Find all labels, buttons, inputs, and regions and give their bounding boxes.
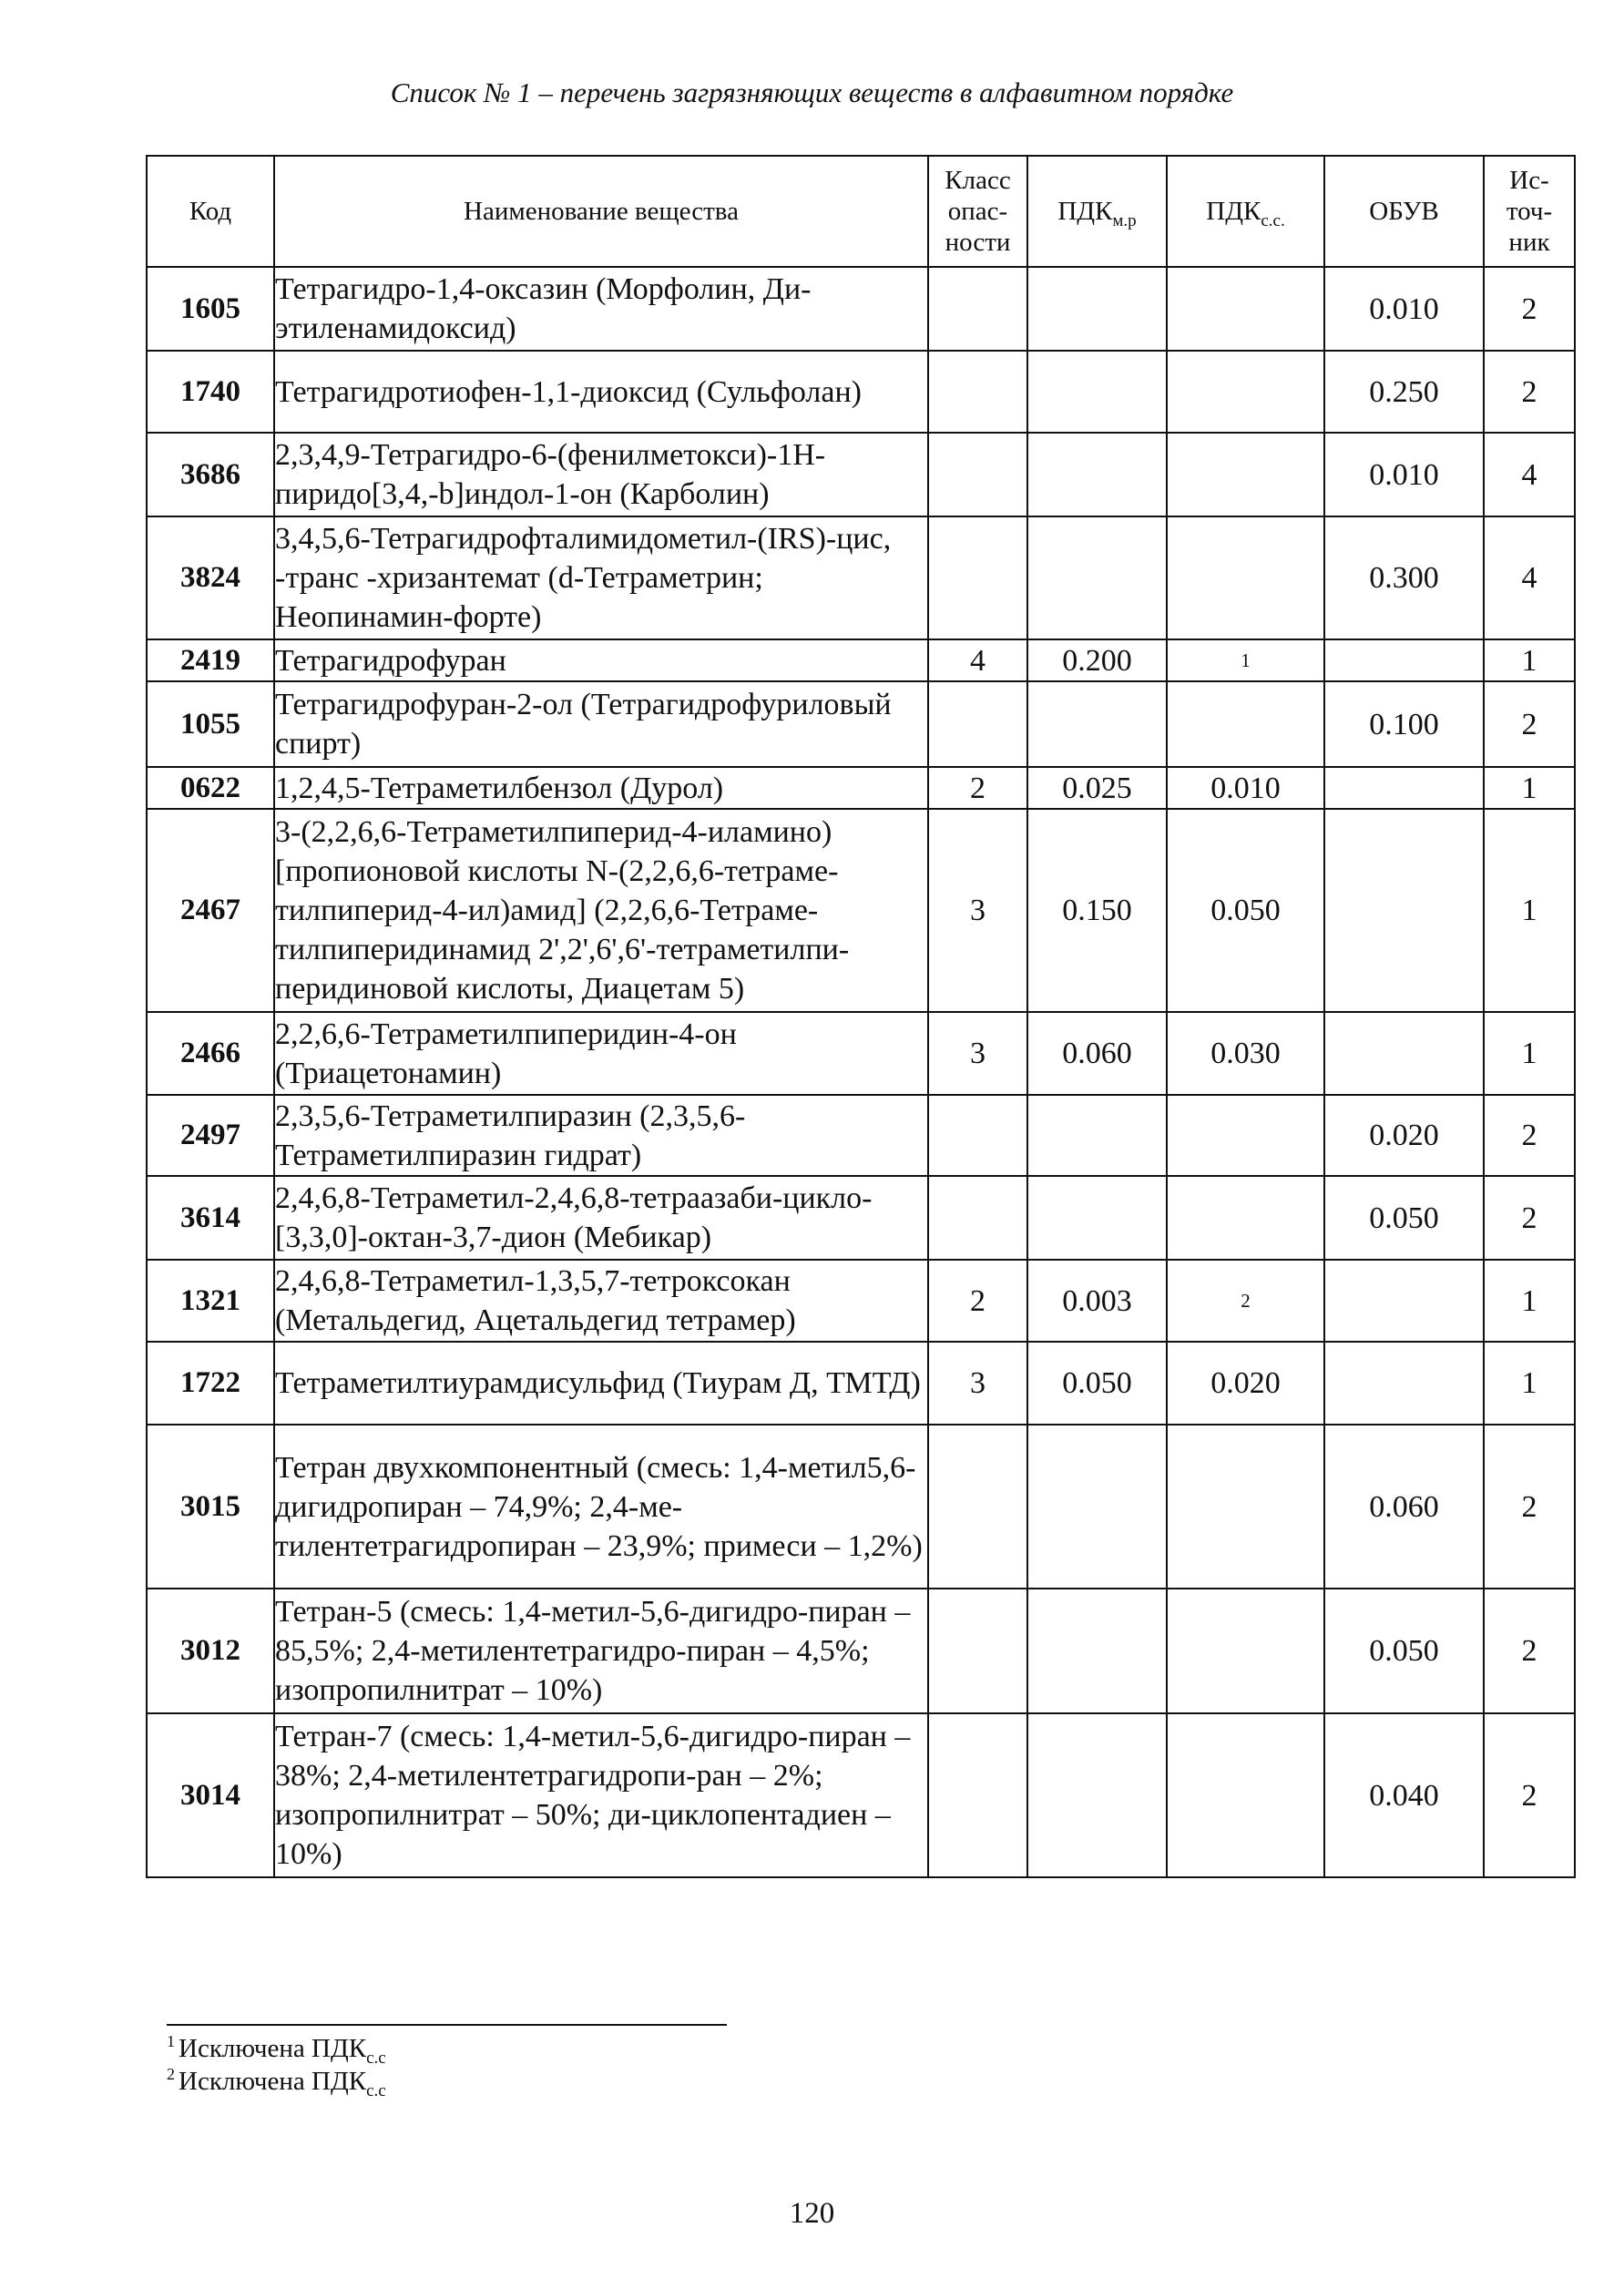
column-header-pdk-mr: $ПДК_{м.р}$	[1027, 156, 1167, 267]
cell-hazard-class: 2	[928, 1260, 1027, 1342]
cell-pdk-mr	[1027, 1713, 1167, 1877]
cell-hazard-class	[928, 1713, 1027, 1877]
cell-pdk-ss	[1167, 267, 1324, 351]
cell-pdk-mr	[1027, 1589, 1167, 1713]
cell-code: 3014	[147, 1713, 274, 1877]
cell-name: Тетран-5 (смесь: 1,4-метил-5,6-дигидро-пиран – 85,5%; 2,4-метилентетрагидро-пиран – 4,5%; изопропилнитрат – 10%)	[274, 1589, 928, 1713]
cell-name: 2,3,5,6-Тетраметилпиразин (2,3,5,6-Тетраметилпиразин гидрат)	[274, 1095, 928, 1176]
cell-code: 2419	[147, 639, 274, 681]
cell-name: Тетрагидрофуран	[274, 639, 928, 681]
cell-pdk-ss-footnote: 1	[1167, 639, 1324, 681]
cell-source: 1	[1484, 1012, 1575, 1095]
table-row	[147, 1176, 1575, 1260]
table-row	[147, 1095, 1575, 1176]
footnote-sub: с.с	[366, 2048, 386, 2068]
cell-obuv: 0.050	[1324, 1589, 1484, 1713]
cell-code: 1722	[147, 1342, 274, 1425]
cell-source: 2	[1484, 1713, 1575, 1877]
cell-pdk-ss	[1167, 1176, 1324, 1260]
cell-pdk-mr: 0.200	[1027, 639, 1167, 681]
column-header-pdk-ss: $ПДК_{с.с.}$	[1167, 156, 1324, 267]
footnote-1	[167, 2032, 386, 2068]
cell-pdk-mr: 0.060	[1027, 1012, 1167, 1095]
table-row	[147, 1713, 1575, 1877]
footnote-2	[167, 2065, 386, 2100]
cell-code: 3614	[147, 1176, 274, 1260]
table-row	[147, 351, 1575, 433]
cell-code: 1055	[147, 681, 274, 767]
table-row	[147, 681, 1575, 767]
cell-pdk-ss: 0.020	[1167, 1342, 1324, 1425]
cell-code: 1321	[147, 1260, 274, 1342]
cell-source: 2	[1484, 681, 1575, 767]
footnote-text: Исключена ПДК	[179, 2067, 367, 2096]
column-header-obuv: ОБУВ	[1324, 156, 1484, 267]
footnote-mark: 2	[167, 2065, 175, 2084]
cell-pdk-ss	[1167, 351, 1324, 433]
cell-code: 3012	[147, 1589, 274, 1713]
cell-pdk-ss: 0.050	[1167, 809, 1324, 1012]
cell-pdk-ss	[1167, 1589, 1324, 1713]
cell-obuv	[1324, 1012, 1484, 1095]
cell-hazard-class: 3	[928, 809, 1027, 1012]
cell-pdk-mr: 0.025	[1027, 767, 1167, 809]
cell-hazard-class: 4	[928, 639, 1027, 681]
cell-name: 2,3,4,9-Тетрагидро-6-(фенилметокси)-1H-пиридо[3,4,-b]индол-1-он (Карболин)	[274, 433, 928, 516]
column-header-code: Код	[147, 156, 274, 267]
cell-hazard-class: 3	[928, 1342, 1027, 1425]
cell-name: Тетрагидро-1,4-оксазин (Морфолин, Ди-этиленамидоксид)	[274, 267, 928, 351]
cell-pdk-mr	[1027, 516, 1167, 639]
cell-pdk-ss: 0.030	[1167, 1012, 1324, 1095]
cell-name: Тетран двухкомпонентный (смесь: 1,4-метил5,6-дигидропиран – 74,9%; 2,4-ме-тилентетрагидропиран – 23,9%; примеси – 1,2%)	[274, 1425, 928, 1589]
cell-code: 1605	[147, 267, 274, 351]
cell-pdk-ss	[1167, 433, 1324, 516]
cell-name: Тетран-7 (смесь: 1,4-метил-5,6-дигидро-пиран – 38%; 2,4-метилентетрагидропи-ран – 2%; изопропилнитрат – 50%; ди-циклопентадиен – 10%)	[274, 1713, 928, 1877]
cell-hazard-class	[928, 433, 1027, 516]
cell-source: 2	[1484, 267, 1575, 351]
cell-source: 4	[1484, 516, 1575, 639]
cell-source: 2	[1484, 1176, 1575, 1260]
cell-name: 2,4,6,8-Тетраметил-2,4,6,8-тетраазаби-цикло-[3,3,0]-октан-3,7-дион (Мебикар)	[274, 1176, 928, 1260]
cell-source: 1	[1484, 809, 1575, 1012]
cell-hazard-class	[928, 351, 1027, 433]
cell-pdk-ss	[1167, 516, 1324, 639]
cell-source: 1	[1484, 639, 1575, 681]
table-row	[147, 809, 1575, 1012]
column-header-hazard-class: Класс опас- ности	[928, 156, 1027, 267]
cell-obuv	[1324, 1260, 1484, 1342]
cell-source: 1	[1484, 1260, 1575, 1342]
cell-hazard-class	[928, 1176, 1027, 1260]
cell-source: 2	[1484, 351, 1575, 433]
table-header-row	[147, 156, 1575, 267]
cell-code: 2467	[147, 809, 274, 1012]
cell-hazard-class: 3	[928, 1012, 1027, 1095]
cell-name: 3-(2,2,6,6-Тетраметилпиперид-4-иламино) [пропионовой кислоты N-(2,2,6,6-тетраме-тилпиперид-4-ил)амид] (2,2,6,6-Тетраме-тилпиперидинамид 2',2',6',6'-тетраметилпи-перидиновой кислоты, Диацетам 5)	[274, 809, 928, 1012]
cell-source: 2	[1484, 1425, 1575, 1589]
cell-obuv: 0.250	[1324, 351, 1484, 433]
cell-pdk-mr	[1027, 351, 1167, 433]
cell-obuv: 0.050	[1324, 1176, 1484, 1260]
page-number: 120	[789, 2197, 835, 2230]
cell-name: Тетрагидрофуран-2-ол (Тетрагидрофуриловый спирт)	[274, 681, 928, 767]
table-row	[147, 1342, 1575, 1425]
cell-source: 2	[1484, 1589, 1575, 1713]
cell-hazard-class: 2	[928, 767, 1027, 809]
cell-code: 3015	[147, 1425, 274, 1589]
cell-code: 3686	[147, 433, 274, 516]
cell-obuv	[1324, 767, 1484, 809]
cell-pdk-mr	[1027, 681, 1167, 767]
table-row	[147, 433, 1575, 516]
cell-obuv: 0.010	[1324, 267, 1484, 351]
cell-name: 2,4,6,8-Тетраметил-1,3,5,7-тетроксокан (Метальдегид, Ацетальдегид тетрамер)	[274, 1260, 928, 1342]
cell-obuv	[1324, 809, 1484, 1012]
cell-hazard-class	[928, 1589, 1027, 1713]
cell-name: Тетраметилтиурамдисульфид (Тиурам Д, ТМТД)	[274, 1342, 928, 1425]
table-row	[147, 767, 1575, 809]
cell-obuv: 0.100	[1324, 681, 1484, 767]
cell-name: Тетрагидротиофен-1,1-диоксид (Сульфолан)	[274, 351, 928, 433]
cell-pdk-mr	[1027, 433, 1167, 516]
cell-pdk-ss	[1167, 1425, 1324, 1589]
cell-obuv: 0.060	[1324, 1425, 1484, 1589]
cell-name: 3,4,5,6-Тетрагидрофталимидометил-(IRS)-цис, -транс -хризантемат (d-Тетраметрин; Неопинамин-форте)	[274, 516, 928, 639]
cell-hazard-class	[928, 267, 1027, 351]
page-title: Список № 1 – перечень загрязняющих веществ в алфавитном порядке	[390, 77, 1234, 108]
cell-hazard-class	[928, 516, 1027, 639]
table-row	[147, 1425, 1575, 1589]
cell-obuv: 0.300	[1324, 516, 1484, 639]
footnote-text: Исключена ПДК	[179, 2034, 367, 2063]
cell-pdk-mr	[1027, 267, 1167, 351]
footnote-divider	[167, 2024, 727, 2026]
table-row	[147, 267, 1575, 351]
cell-pdk-ss-footnote: 2	[1167, 1260, 1324, 1342]
footnote-sub: с.с	[366, 2080, 386, 2100]
table-row	[147, 516, 1575, 639]
table-row	[147, 1012, 1575, 1095]
cell-name: 2,2,6,6-Тетраметилпиперидин-4-он (Триацетонамин)	[274, 1012, 928, 1095]
column-header-source: Ис- точ- ник	[1484, 156, 1575, 267]
cell-obuv	[1324, 1342, 1484, 1425]
cell-code: 0622	[147, 767, 274, 809]
cell-code: 3824	[147, 516, 274, 639]
cell-source: 1	[1484, 1342, 1575, 1425]
cell-obuv: 0.020	[1324, 1095, 1484, 1176]
cell-hazard-class	[928, 681, 1027, 767]
cell-obuv	[1324, 639, 1484, 681]
cell-source: 4	[1484, 433, 1575, 516]
cell-pdk-mr	[1027, 1176, 1167, 1260]
cell-pdk-mr: 0.050	[1027, 1342, 1167, 1425]
cell-code: 2466	[147, 1012, 274, 1095]
cell-pdk-ss	[1167, 1713, 1324, 1877]
cell-source: 1	[1484, 767, 1575, 809]
cell-obuv: 0.040	[1324, 1713, 1484, 1877]
cell-pdk-mr	[1027, 1095, 1167, 1176]
table-row	[147, 1589, 1575, 1713]
substances-table	[146, 155, 1576, 1878]
cell-pdk-mr: 0.003	[1027, 1260, 1167, 1342]
cell-code: 2497	[147, 1095, 274, 1176]
table-row	[147, 1260, 1575, 1342]
cell-pdk-mr	[1027, 1425, 1167, 1589]
cell-source: 2	[1484, 1095, 1575, 1176]
footnote-mark: 1	[167, 2032, 175, 2051]
cell-pdk-ss: 0.010	[1167, 767, 1324, 809]
table-row	[147, 639, 1575, 681]
cell-obuv: 0.010	[1324, 433, 1484, 516]
cell-pdk-ss	[1167, 681, 1324, 767]
column-header-name: Наименование вещества	[274, 156, 928, 267]
cell-hazard-class	[928, 1095, 1027, 1176]
cell-code: 1740	[147, 351, 274, 433]
cell-name: 1,2,4,5-Тетраметилбензол (Дурол)	[274, 767, 928, 809]
cell-pdk-mr: 0.150	[1027, 809, 1167, 1012]
cell-pdk-ss	[1167, 1095, 1324, 1176]
cell-hazard-class	[928, 1425, 1027, 1589]
